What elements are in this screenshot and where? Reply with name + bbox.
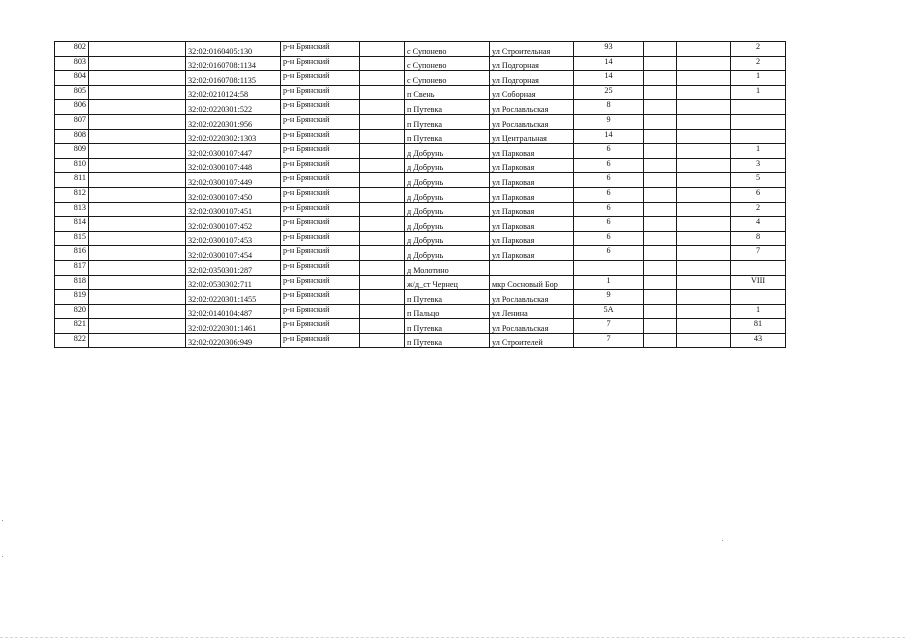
cell-blank [360, 275, 405, 290]
table-row [55, 114, 786, 129]
cell-settlement: п Путевка [405, 319, 490, 334]
table-row [55, 290, 786, 305]
cell-district: р-н Брянский [281, 56, 360, 71]
cell-letter [677, 173, 731, 188]
cell-blank [89, 202, 186, 217]
cell-row-number: 811 [55, 173, 89, 188]
cell-letter [677, 333, 731, 348]
cell-blank [89, 231, 186, 246]
cell-apartment [731, 114, 786, 129]
scan-bottom-edge [0, 636, 905, 638]
cell-letter [677, 231, 731, 246]
table-row [55, 217, 786, 232]
table-row [55, 85, 786, 100]
cell-apartment: 2 [731, 56, 786, 71]
cell-blank [89, 319, 186, 334]
cell-apartment: 8 [731, 231, 786, 246]
registry-body [55, 42, 786, 348]
cell-cadastral-number: 32:02:0300107:450 [186, 187, 281, 202]
table-row [55, 231, 786, 246]
cell-settlement: д Добрунь [405, 173, 490, 188]
cell-row-number: 812 [55, 187, 89, 202]
cell-blank [360, 333, 405, 348]
cell-district: р-н Брянский [281, 114, 360, 129]
cell-apartment: VIII [731, 275, 786, 290]
cell-cadastral-number: 32:02:0210124:58 [186, 85, 281, 100]
table-row [55, 42, 786, 57]
cell-district: р-н Брянский [281, 260, 360, 275]
cell-house: 6 [574, 231, 644, 246]
cell-cadastral-number: 32:02:0220306:949 [186, 333, 281, 348]
cell-blank [89, 100, 186, 115]
cell-settlement: п Путевка [405, 333, 490, 348]
cell-apartment: 43 [731, 333, 786, 348]
cell-letter [677, 100, 731, 115]
cell-house: 14 [574, 56, 644, 71]
cell-blank [360, 158, 405, 173]
table-row [55, 173, 786, 188]
cell-building [644, 100, 677, 115]
cell-building [644, 114, 677, 129]
cell-blank [89, 56, 186, 71]
cell-letter [677, 85, 731, 100]
table-row [55, 56, 786, 71]
cell-cadastral-number: 32:02:0160708:1134 [186, 56, 281, 71]
cell-cadastral-number: 32:02:0220301:1461 [186, 319, 281, 334]
cell-district: р-н Брянский [281, 187, 360, 202]
cell-settlement: с Супонево [405, 42, 490, 57]
cell-street: ул Парковая [490, 246, 574, 261]
cell-street: ул Парковая [490, 187, 574, 202]
cell-blank [89, 85, 186, 100]
cell-house: 93 [574, 42, 644, 57]
cell-blank [360, 173, 405, 188]
cell-building [644, 71, 677, 86]
cell-house: 6 [574, 144, 644, 159]
cell-letter [677, 217, 731, 232]
cell-house: 7 [574, 333, 644, 348]
cell-settlement: д Добрунь [405, 217, 490, 232]
cell-row-number: 814 [55, 217, 89, 232]
cell-apartment [731, 129, 786, 144]
cell-building [644, 144, 677, 159]
cell-letter [677, 187, 731, 202]
cell-building [644, 158, 677, 173]
table-row [55, 304, 786, 319]
cell-house: 5А [574, 304, 644, 319]
cell-building [644, 173, 677, 188]
cell-building [644, 246, 677, 261]
cell-blank [360, 217, 405, 232]
cell-letter [677, 114, 731, 129]
cell-letter [677, 144, 731, 159]
cell-blank [360, 319, 405, 334]
cell-blank [360, 187, 405, 202]
cell-blank [89, 246, 186, 261]
cell-building [644, 231, 677, 246]
cell-cadastral-number: 32:02:0530302:711 [186, 275, 281, 290]
cell-letter [677, 319, 731, 334]
cell-apartment: 5 [731, 173, 786, 188]
cell-blank [89, 333, 186, 348]
cell-settlement: с Супонево [405, 56, 490, 71]
cell-apartment: 6 [731, 187, 786, 202]
cell-street: ул Рославльская [490, 290, 574, 305]
cell-blank [89, 114, 186, 129]
cell-blank [360, 129, 405, 144]
cell-house: 9 [574, 114, 644, 129]
cell-street: ул Строителей [490, 333, 574, 348]
cell-apartment [731, 100, 786, 115]
cell-house: 6 [574, 202, 644, 217]
cell-row-number: 819 [55, 290, 89, 305]
cell-cadastral-number: 32:02:0140104:487 [186, 304, 281, 319]
cell-house: 6 [574, 173, 644, 188]
cell-building [644, 42, 677, 57]
cell-settlement: д Добрунь [405, 231, 490, 246]
cell-settlement: с Супонево [405, 71, 490, 86]
table-row [55, 71, 786, 86]
cell-settlement: п Путевка [405, 114, 490, 129]
cell-house: 1 [574, 275, 644, 290]
scan-speck [2, 556, 3, 557]
cell-house [574, 260, 644, 275]
cell-house: 14 [574, 129, 644, 144]
cell-blank [89, 144, 186, 159]
cell-blank [89, 260, 186, 275]
cell-letter [677, 158, 731, 173]
cell-street: ул Подгорная [490, 71, 574, 86]
cell-street: ул Рославльская [490, 100, 574, 115]
cell-apartment: 1 [731, 304, 786, 319]
table-row [55, 319, 786, 334]
cell-street: ул Рославльская [490, 114, 574, 129]
cell-house: 14 [574, 71, 644, 86]
cell-street: ул Строительная [490, 42, 574, 57]
cell-cadastral-number: 32:02:0300107:454 [186, 246, 281, 261]
cell-district: р-н Брянский [281, 275, 360, 290]
table-row [55, 144, 786, 159]
cell-apartment: 81 [731, 319, 786, 334]
cell-blank [360, 71, 405, 86]
cell-street: ул Центральная [490, 129, 574, 144]
property-registry-table [54, 41, 786, 348]
cell-cadastral-number: 32:02:0300107:453 [186, 231, 281, 246]
cell-district: р-н Брянский [281, 304, 360, 319]
cell-blank [360, 85, 405, 100]
cell-settlement: ж/д_ст Чернец [405, 275, 490, 290]
cell-row-number: 809 [55, 144, 89, 159]
cell-house: 25 [574, 85, 644, 100]
cell-district: р-н Брянский [281, 319, 360, 334]
cell-blank [89, 290, 186, 305]
cell-street [490, 260, 574, 275]
cell-street: ул Ленина [490, 304, 574, 319]
cell-street: ул Подгорная [490, 56, 574, 71]
cell-settlement: д Добрунь [405, 187, 490, 202]
cell-building [644, 56, 677, 71]
cell-building [644, 275, 677, 290]
table-row [55, 275, 786, 290]
cell-letter [677, 56, 731, 71]
cell-blank [360, 231, 405, 246]
cell-settlement: д Добрунь [405, 144, 490, 159]
cell-house: 6 [574, 158, 644, 173]
cell-building [644, 260, 677, 275]
cell-blank [360, 246, 405, 261]
cell-apartment: 2 [731, 42, 786, 57]
cell-house: 6 [574, 246, 644, 261]
cell-row-number: 820 [55, 304, 89, 319]
cell-row-number: 815 [55, 231, 89, 246]
cell-district: р-н Брянский [281, 100, 360, 115]
cell-blank [360, 42, 405, 57]
cell-district: р-н Брянский [281, 173, 360, 188]
cell-building [644, 202, 677, 217]
cell-row-number: 813 [55, 202, 89, 217]
cell-building [644, 85, 677, 100]
cell-district: р-н Брянский [281, 231, 360, 246]
cell-blank [89, 158, 186, 173]
cell-street: ул Парковая [490, 217, 574, 232]
cell-street: мкр Сосновый Бор [490, 275, 574, 290]
cell-cadastral-number: 32:02:0300107:451 [186, 202, 281, 217]
cell-letter [677, 304, 731, 319]
cell-building [644, 319, 677, 334]
cell-blank [89, 187, 186, 202]
cell-apartment: 2 [731, 202, 786, 217]
cell-apartment: 1 [731, 71, 786, 86]
cell-settlement: д Молотино [405, 260, 490, 275]
table-row [55, 333, 786, 348]
cell-letter [677, 71, 731, 86]
cell-cadastral-number: 32:02:0300107:449 [186, 173, 281, 188]
cell-street: ул Рославльская [490, 319, 574, 334]
cell-cadastral-number: 32:02:0220302:1303 [186, 129, 281, 144]
cell-district: р-н Брянский [281, 42, 360, 57]
cell-district: р-н Брянский [281, 158, 360, 173]
cell-blank [360, 260, 405, 275]
cell-row-number: 803 [55, 56, 89, 71]
cell-house: 6 [574, 187, 644, 202]
cell-building [644, 187, 677, 202]
cell-letter [677, 202, 731, 217]
cell-building [644, 304, 677, 319]
cell-blank [360, 56, 405, 71]
cell-row-number: 804 [55, 71, 89, 86]
cell-apartment [731, 290, 786, 305]
cell-house: 7 [574, 319, 644, 334]
cell-district: р-н Брянский [281, 129, 360, 144]
cell-district: р-н Брянский [281, 246, 360, 261]
table-row [55, 202, 786, 217]
cell-settlement: п Свень [405, 85, 490, 100]
cell-row-number: 806 [55, 100, 89, 115]
cell-house: 6 [574, 217, 644, 232]
cell-blank [89, 275, 186, 290]
cell-cadastral-number: 32:02:0160405:130 [186, 42, 281, 57]
cell-settlement: п Путевка [405, 290, 490, 305]
cell-apartment: 1 [731, 85, 786, 100]
cell-row-number: 807 [55, 114, 89, 129]
cell-blank [89, 173, 186, 188]
cell-apartment: 7 [731, 246, 786, 261]
cell-row-number: 805 [55, 85, 89, 100]
cell-apartment [731, 260, 786, 275]
cell-row-number: 817 [55, 260, 89, 275]
cell-street: ул Парковая [490, 158, 574, 173]
cell-street: ул Парковая [490, 144, 574, 159]
cell-street: ул Соборная [490, 85, 574, 100]
cell-district: р-н Брянский [281, 217, 360, 232]
cell-apartment: 1 [731, 144, 786, 159]
cell-row-number: 822 [55, 333, 89, 348]
cell-settlement: п Путевка [405, 100, 490, 115]
cell-blank [89, 71, 186, 86]
cell-blank [360, 144, 405, 159]
cell-blank [360, 202, 405, 217]
cell-row-number: 818 [55, 275, 89, 290]
table-row [55, 260, 786, 275]
cell-settlement: п Путевка [405, 129, 490, 144]
cell-house: 8 [574, 100, 644, 115]
cell-cadastral-number: 32:02:0160708:1135 [186, 71, 281, 86]
scan-speck [2, 520, 3, 521]
cell-letter [677, 275, 731, 290]
cell-settlement: д Добрунь [405, 246, 490, 261]
cell-settlement: д Добрунь [405, 202, 490, 217]
cell-district: р-н Брянский [281, 202, 360, 217]
table-row [55, 100, 786, 115]
cell-row-number: 808 [55, 129, 89, 144]
cell-house: 9 [574, 290, 644, 305]
cell-letter [677, 42, 731, 57]
cell-district: р-н Брянский [281, 71, 360, 86]
cell-street: ул Парковая [490, 202, 574, 217]
cell-apartment: 4 [731, 217, 786, 232]
cell-row-number: 802 [55, 42, 89, 57]
cell-blank [89, 42, 186, 57]
cell-district: р-н Брянский [281, 144, 360, 159]
cell-letter [677, 290, 731, 305]
cell-settlement: д Добрунь [405, 158, 490, 173]
cell-building [644, 333, 677, 348]
cell-cadastral-number: 32:02:0300107:448 [186, 158, 281, 173]
cell-building [644, 217, 677, 232]
cell-blank [360, 304, 405, 319]
cell-cadastral-number: 32:02:0300107:447 [186, 144, 281, 159]
cell-blank [360, 100, 405, 115]
cell-blank [360, 290, 405, 305]
cell-cadastral-number: 32:02:0220301:1455 [186, 290, 281, 305]
table-row [55, 246, 786, 261]
cell-row-number: 810 [55, 158, 89, 173]
cell-street: ул Парковая [490, 231, 574, 246]
cell-cadastral-number: 32:02:0300107:452 [186, 217, 281, 232]
scan-speck [722, 540, 723, 541]
cell-apartment: 3 [731, 158, 786, 173]
cell-district: р-н Брянский [281, 290, 360, 305]
cell-row-number: 816 [55, 246, 89, 261]
cell-letter [677, 260, 731, 275]
cell-settlement: п Пальцо [405, 304, 490, 319]
cell-cadastral-number: 32:02:0220301:956 [186, 114, 281, 129]
cell-cadastral-number: 32:02:0220301:522 [186, 100, 281, 115]
table-row [55, 187, 786, 202]
cell-letter [677, 129, 731, 144]
cell-blank [89, 217, 186, 232]
cell-building [644, 290, 677, 305]
cell-district: р-н Брянский [281, 333, 360, 348]
cell-building [644, 129, 677, 144]
table-row [55, 158, 786, 173]
cell-blank [89, 129, 186, 144]
cell-cadastral-number: 32:02:0350301:287 [186, 260, 281, 275]
cell-blank [360, 114, 405, 129]
cell-street: ул Парковая [490, 173, 574, 188]
cell-blank [89, 304, 186, 319]
table-row [55, 129, 786, 144]
cell-district: р-н Брянский [281, 85, 360, 100]
cell-letter [677, 246, 731, 261]
cell-row-number: 821 [55, 319, 89, 334]
